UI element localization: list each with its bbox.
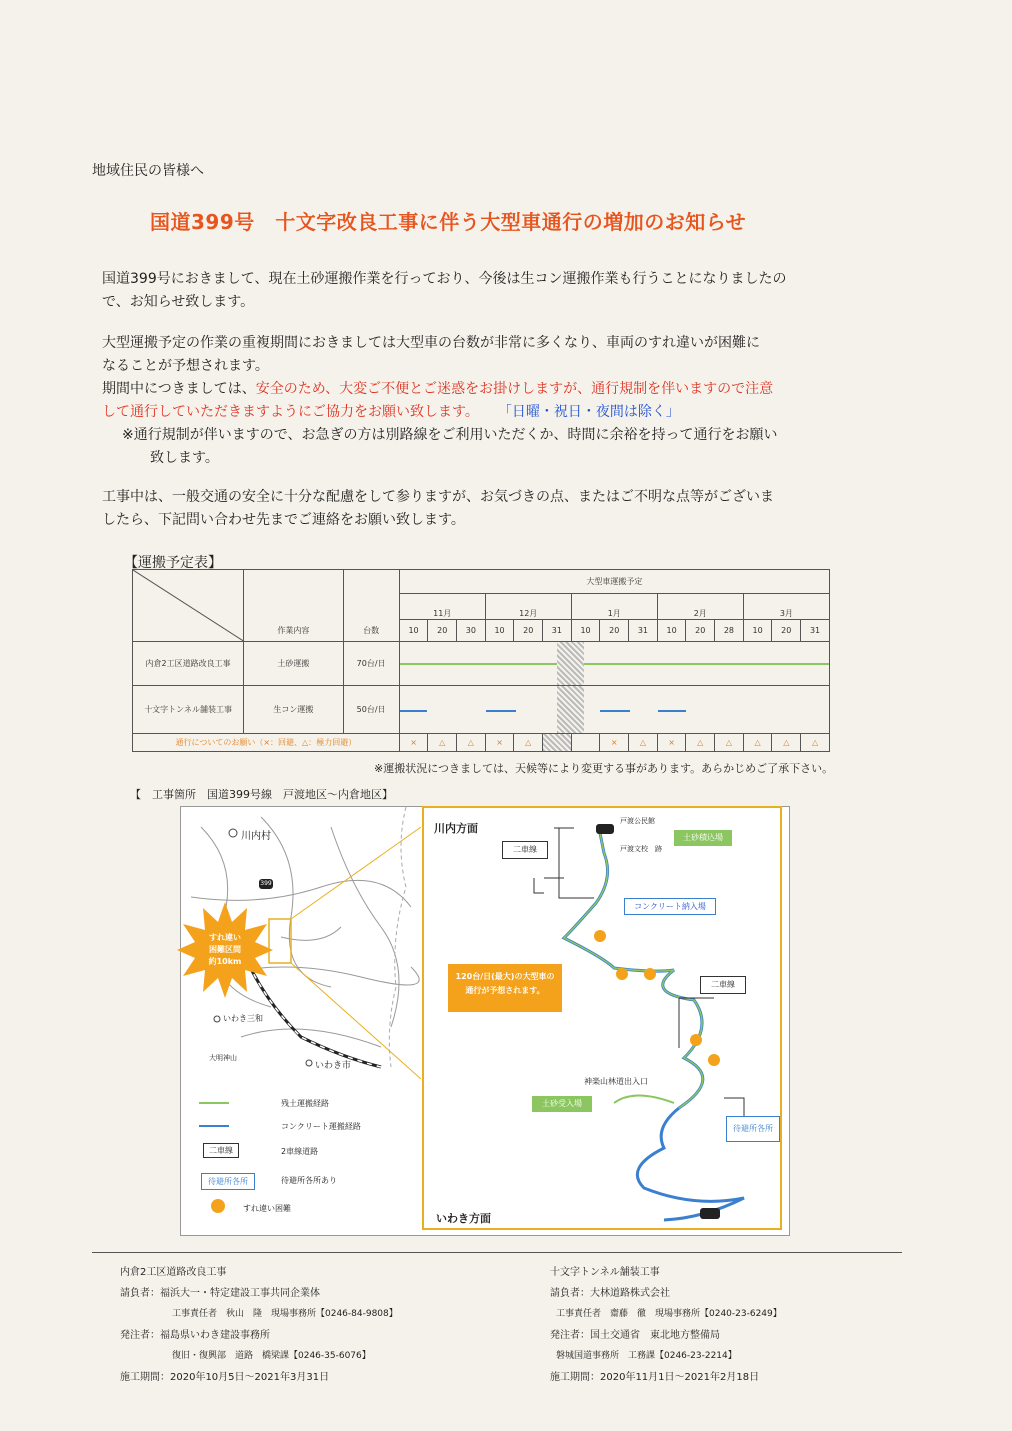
notice-mark	[571, 734, 600, 752]
legend-label: 待避所各所あり	[281, 1176, 337, 1185]
day-label: 20	[428, 620, 457, 642]
notice-mark: △	[428, 734, 457, 752]
day-label: 28	[715, 620, 744, 642]
concrete-route-legend-line	[199, 1125, 229, 1127]
detail-map	[422, 806, 782, 1230]
traffic-callout: 120台/日(最大)の大型車の通行が予想されます。	[448, 964, 562, 1012]
contractor-contact: 工事責任者 齋藤 徹 現場事務所【0240-23-6249】	[556, 1309, 782, 1319]
work-type: 生コン運搬	[244, 686, 343, 734]
sun-text: すれ違い	[209, 933, 241, 942]
notice-paragraph	[102, 332, 862, 470]
text-line: で、お知らせ致します。	[102, 294, 255, 310]
text-line: したら、下記問い合わせ先までご連絡をお願い致します。	[102, 512, 465, 528]
construction-period: 施工期間：2020年10月5日～2021年3月31日	[120, 1372, 330, 1383]
holiday-block	[557, 642, 584, 685]
notice-label: 通行についてのお願い（×：回避、△：極力回避）	[133, 734, 400, 752]
notice-mark: ×	[399, 734, 428, 752]
page-title: 国道399号 十文字改良工事に伴う大型車通行の増加のお知らせ	[150, 210, 747, 234]
construction-period: 施工期間：2020年11月1日～2021年2月18日	[550, 1372, 760, 1383]
count-column-header: 台数	[343, 620, 399, 642]
footer-right	[550, 1262, 782, 1388]
two-lane-box: 二車線	[502, 841, 548, 859]
day-label: 10	[657, 620, 686, 642]
footer-left	[120, 1262, 398, 1388]
schedule-heading: 【運搬予定表】	[124, 555, 222, 571]
table-row	[133, 686, 830, 734]
contractor-contact: 工事責任者 秋山 隆 現場事務所【0246-84-9808】	[172, 1309, 398, 1319]
concrete-bar-cell	[399, 686, 829, 734]
notice-mark: ×	[657, 734, 686, 752]
sun-legend-icon	[211, 1199, 225, 1213]
concrete-delivery-site: コンクリート納入場	[624, 898, 716, 915]
notice-mark: △	[457, 734, 486, 752]
work-column-header: 作業内容	[244, 620, 343, 642]
notice-mark: ×	[600, 734, 629, 752]
two-lane-box: 二車線	[700, 976, 746, 994]
sun-text: 約10km	[208, 957, 242, 966]
month-header: 12月	[485, 594, 571, 620]
concrete-transport-bar	[600, 710, 630, 712]
work-type: 土砂運搬	[244, 642, 343, 686]
vehicle-count: 70台/日	[343, 642, 399, 686]
day-label: 10	[571, 620, 600, 642]
place-label: 戸渡公民館	[620, 817, 655, 825]
contact-paragraph	[102, 486, 862, 532]
legend-label: 残土運搬経路	[281, 1099, 329, 1108]
text-segment: 期間中につきましては、	[102, 381, 256, 397]
day-label: 10	[485, 620, 514, 642]
place-label: いわき市	[315, 1061, 352, 1071]
vehicle-count: 50台/日	[343, 686, 399, 734]
day-label: 20	[772, 620, 801, 642]
client: 発注者：福島県いわき建設事務所	[120, 1330, 270, 1341]
two-lane-legend-box: 二車線	[203, 1143, 239, 1158]
soil-bar-cell	[399, 642, 829, 686]
waiting-area-legend-box: 待避所各所	[201, 1173, 255, 1190]
notice-mark: △	[801, 734, 830, 752]
diagonal-cell	[133, 570, 244, 642]
notice-mark: ×	[485, 734, 514, 752]
day-label: 10	[743, 620, 772, 642]
intro-paragraph	[102, 268, 862, 314]
concrete-transport-bar	[658, 710, 686, 712]
text-line: なることが予想されます。	[102, 358, 269, 374]
holiday-block	[543, 734, 572, 752]
legend-label: コンクリート運搬経路	[281, 1122, 361, 1131]
contractor: 請負者：福浜大一・特定建設工事共同企業体	[120, 1288, 320, 1299]
notice-mark: △	[772, 734, 801, 752]
legend-label: すれ違い困難	[243, 1204, 291, 1213]
client: 発注者：国土交通省 東北地方整備局	[550, 1330, 720, 1341]
warning-text: して通行していただきますようにご協力をお願い致します。	[102, 404, 479, 420]
month-header: 2月	[657, 594, 743, 620]
notice-mark: △	[686, 734, 715, 752]
day-label: 20	[686, 620, 715, 642]
text-line: 大型運搬予定の作業の重複期間におきましては大型車の台数が非常に多くなり、車両のすれ違いが困難に	[102, 335, 760, 351]
text-line	[102, 378, 862, 401]
client-contact: 磐城国道事務所 工務課【0246-23-2214】	[556, 1351, 737, 1361]
soil-transport-bar	[400, 663, 829, 665]
place-label: 神楽山林道出入口	[584, 1077, 648, 1086]
text-line	[102, 401, 862, 424]
text-line: ※通行規制が伴いますので、お急ぎの方は別路線をご利用いただくか、時間に余裕を持って通行をお願い	[122, 427, 778, 443]
footer-divider	[92, 1252, 902, 1253]
notice-mark: △	[743, 734, 772, 752]
month-header: 11月	[399, 594, 485, 620]
day-label: 31	[801, 620, 830, 642]
text-line: 致します。	[150, 450, 219, 466]
day-label: 31	[629, 620, 658, 642]
excluded-times: 「日曜・祝日・夜間は除く」	[504, 404, 680, 420]
soil-route-legend-line	[199, 1102, 229, 1104]
text-line: 国道399号におきまして、現在土砂運搬作業を行っており、今後は生コン運搬作業も行うことになりましたの	[102, 271, 787, 287]
waiting-area-box: 待避所各所	[726, 1116, 780, 1142]
warning-text: 安全のため、大変ご不便とご迷惑をお掛けしますが、通行規制を伴いますので注意	[255, 381, 774, 397]
blank-cell	[343, 570, 399, 620]
notice-mark: △	[514, 734, 543, 752]
day-label: 10	[399, 620, 428, 642]
south-direction-label: いわき方面	[436, 1212, 491, 1225]
north-direction-label: 川内方面	[434, 822, 478, 835]
place-label: 川内村	[241, 831, 271, 842]
salutation: 地域住民の皆様へ	[92, 163, 204, 179]
detail-map-routes	[424, 808, 780, 1228]
month-header: 3月	[743, 594, 829, 620]
project-name: 内倉2工区道路改良工事	[133, 642, 244, 686]
route-shield: 399	[260, 880, 272, 887]
place-label: 戸渡文校 跡	[620, 845, 662, 853]
table-row	[133, 734, 830, 752]
table-row	[133, 642, 830, 686]
group-header: 大型車運搬予定	[399, 570, 829, 594]
day-label: 30	[457, 620, 486, 642]
soil-receiving-site: 土砂受入場	[532, 1096, 592, 1112]
contractor: 請負者：大林道路株式会社	[550, 1288, 670, 1299]
blank-cell	[244, 570, 343, 620]
map-heading: 【 工事箇所 国道399号線 戸渡地区～内倉地区】	[130, 788, 393, 801]
concrete-transport-bar	[486, 710, 516, 712]
project-name: 内倉2工区道路改良工事	[120, 1267, 227, 1278]
notice-mark: △	[715, 734, 744, 752]
sun-text: 困難区間	[209, 945, 241, 954]
place-label: 大明神山	[209, 1054, 237, 1062]
day-label: 20	[600, 620, 629, 642]
day-label: 20	[514, 620, 543, 642]
legend-label: 2車線道路	[281, 1147, 319, 1156]
place-label: いわき三和	[223, 1014, 263, 1023]
client-contact: 復旧・復興部 道路 橋梁課【0246-35-6076】	[172, 1351, 371, 1361]
month-header: 1月	[571, 594, 657, 620]
day-label: 31	[543, 620, 572, 642]
difficult-passing-sun-icon	[177, 902, 273, 998]
project-name: 十文字トンネル舗装工事	[550, 1267, 660, 1278]
schedule-note: ※運搬状況につきましては、天候等により変更する事があります。あらかじめご了承下さい。	[374, 762, 834, 775]
notice-mark: △	[629, 734, 658, 752]
schedule-table	[132, 569, 830, 752]
holiday-block	[557, 686, 584, 733]
project-name: 十文字トンネル舗装工事	[133, 686, 244, 734]
text-line: 工事中は、一般交通の安全に十分な配慮をして参りますが、お気づきの点、またはご不明な点等がございま	[102, 489, 774, 505]
soil-loading-site: 土砂積込場	[674, 830, 732, 846]
concrete-transport-bar	[400, 710, 427, 712]
